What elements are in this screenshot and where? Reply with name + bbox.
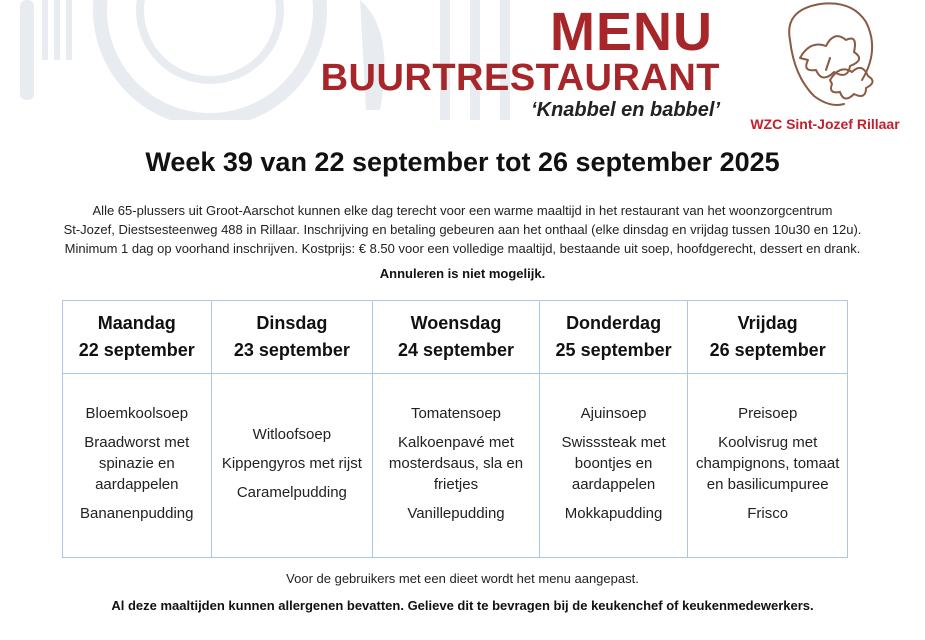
week-title: Week 39 van 22 september tot 26 september 2025 xyxy=(145,147,780,177)
dessert-item: Frisco xyxy=(747,505,789,522)
soup-item: Preisoep xyxy=(738,405,798,422)
day-name: Vrijdag xyxy=(737,313,798,333)
day-menu-cell xyxy=(539,374,688,558)
intro-line: Alle 65-plussers uit Groot-Aarschot kunnen elke dag terecht voor een warme maaltijd in het restaurant van het woonzorgcentrum xyxy=(92,203,833,218)
day-name: Maandag xyxy=(97,313,176,333)
main-course-item: Koolvisrug met champignons, tomaat en basilicumpuree xyxy=(695,434,840,493)
main-course-item: Braadworst met spinazie en aardappelen xyxy=(84,434,190,493)
soup-item: Witloofsoep xyxy=(252,426,332,443)
intro-text xyxy=(20,201,905,258)
diet-note: Voor de gebruikers met een dieet wordt het menu aangepast. xyxy=(286,571,639,586)
day-header xyxy=(63,301,212,374)
day-menu-cell xyxy=(373,374,540,558)
main-course-item: Swisssteak met boontjes en aardappelen xyxy=(561,434,666,493)
restaurant-title: BUURTRESTAURANT xyxy=(320,57,720,99)
allergen-note: Al deze maaltijden kunnen allergenen bevatten. Gelieve dit te bevragen bij de keukenchef of keukenmedewerkers. xyxy=(111,598,814,613)
weekly-menu-table xyxy=(62,300,848,558)
day-name: Donderdag xyxy=(566,313,662,333)
day-name: Woensdag xyxy=(410,313,502,333)
lily-logo-icon xyxy=(770,0,890,112)
main-course-item: Kippengyros met rijst xyxy=(221,455,362,472)
day-header xyxy=(539,301,688,374)
restaurant-subtitle: ‘Knabbel en babbel’ xyxy=(531,99,720,121)
cancel-note: Annuleren is niet mogelijk. xyxy=(379,266,546,281)
day-date: 25 september xyxy=(555,340,672,360)
day-menu-cell xyxy=(211,374,373,558)
dessert-item: Bananenpudding xyxy=(80,505,194,522)
day-date: 22 september xyxy=(78,340,195,360)
soup-item: Tomatensoep xyxy=(410,405,502,422)
dessert-item: Mokkapudding xyxy=(564,505,663,522)
dessert-item: Caramelpudding xyxy=(236,484,347,501)
day-header xyxy=(211,301,373,374)
day-date: 23 september xyxy=(233,340,350,360)
day-menu-cell xyxy=(688,374,848,558)
day-menu-cell xyxy=(63,374,212,558)
day-date: 26 september xyxy=(709,340,826,360)
day-name: Dinsdag xyxy=(256,313,328,333)
intro-line: St-Jozef, Diestsesteenweg 488 in Rillaar. Inschrijving en betaling gebeuren aan het onthaal (elke dinsdag en vrijdag tussen 10u30 en 12u). xyxy=(63,222,862,237)
main-course-item: Kalkoenpavé met mosterdsaus, sla en frietjes xyxy=(388,434,524,493)
menu-title: MENU xyxy=(550,2,713,62)
menu-items-row xyxy=(63,374,848,558)
day-header-row xyxy=(63,301,848,374)
day-header xyxy=(373,301,540,374)
soup-item: Bloemkoolsoep xyxy=(85,405,189,422)
day-date: 24 september xyxy=(397,340,515,360)
day-header xyxy=(688,301,848,374)
dessert-item: Vanillepudding xyxy=(407,505,505,522)
organization-name: WZC Sint-Jozef Rillaar xyxy=(750,116,900,132)
soup-item: Ajuinsoep xyxy=(580,405,647,422)
intro-line: Minimum 1 dag op voorhand inschrijven. Kostprijs: € 8.50 voor een volledige maaltijd, bestaande uit soep, hoofdgerecht, dessert en drank. xyxy=(64,241,861,256)
